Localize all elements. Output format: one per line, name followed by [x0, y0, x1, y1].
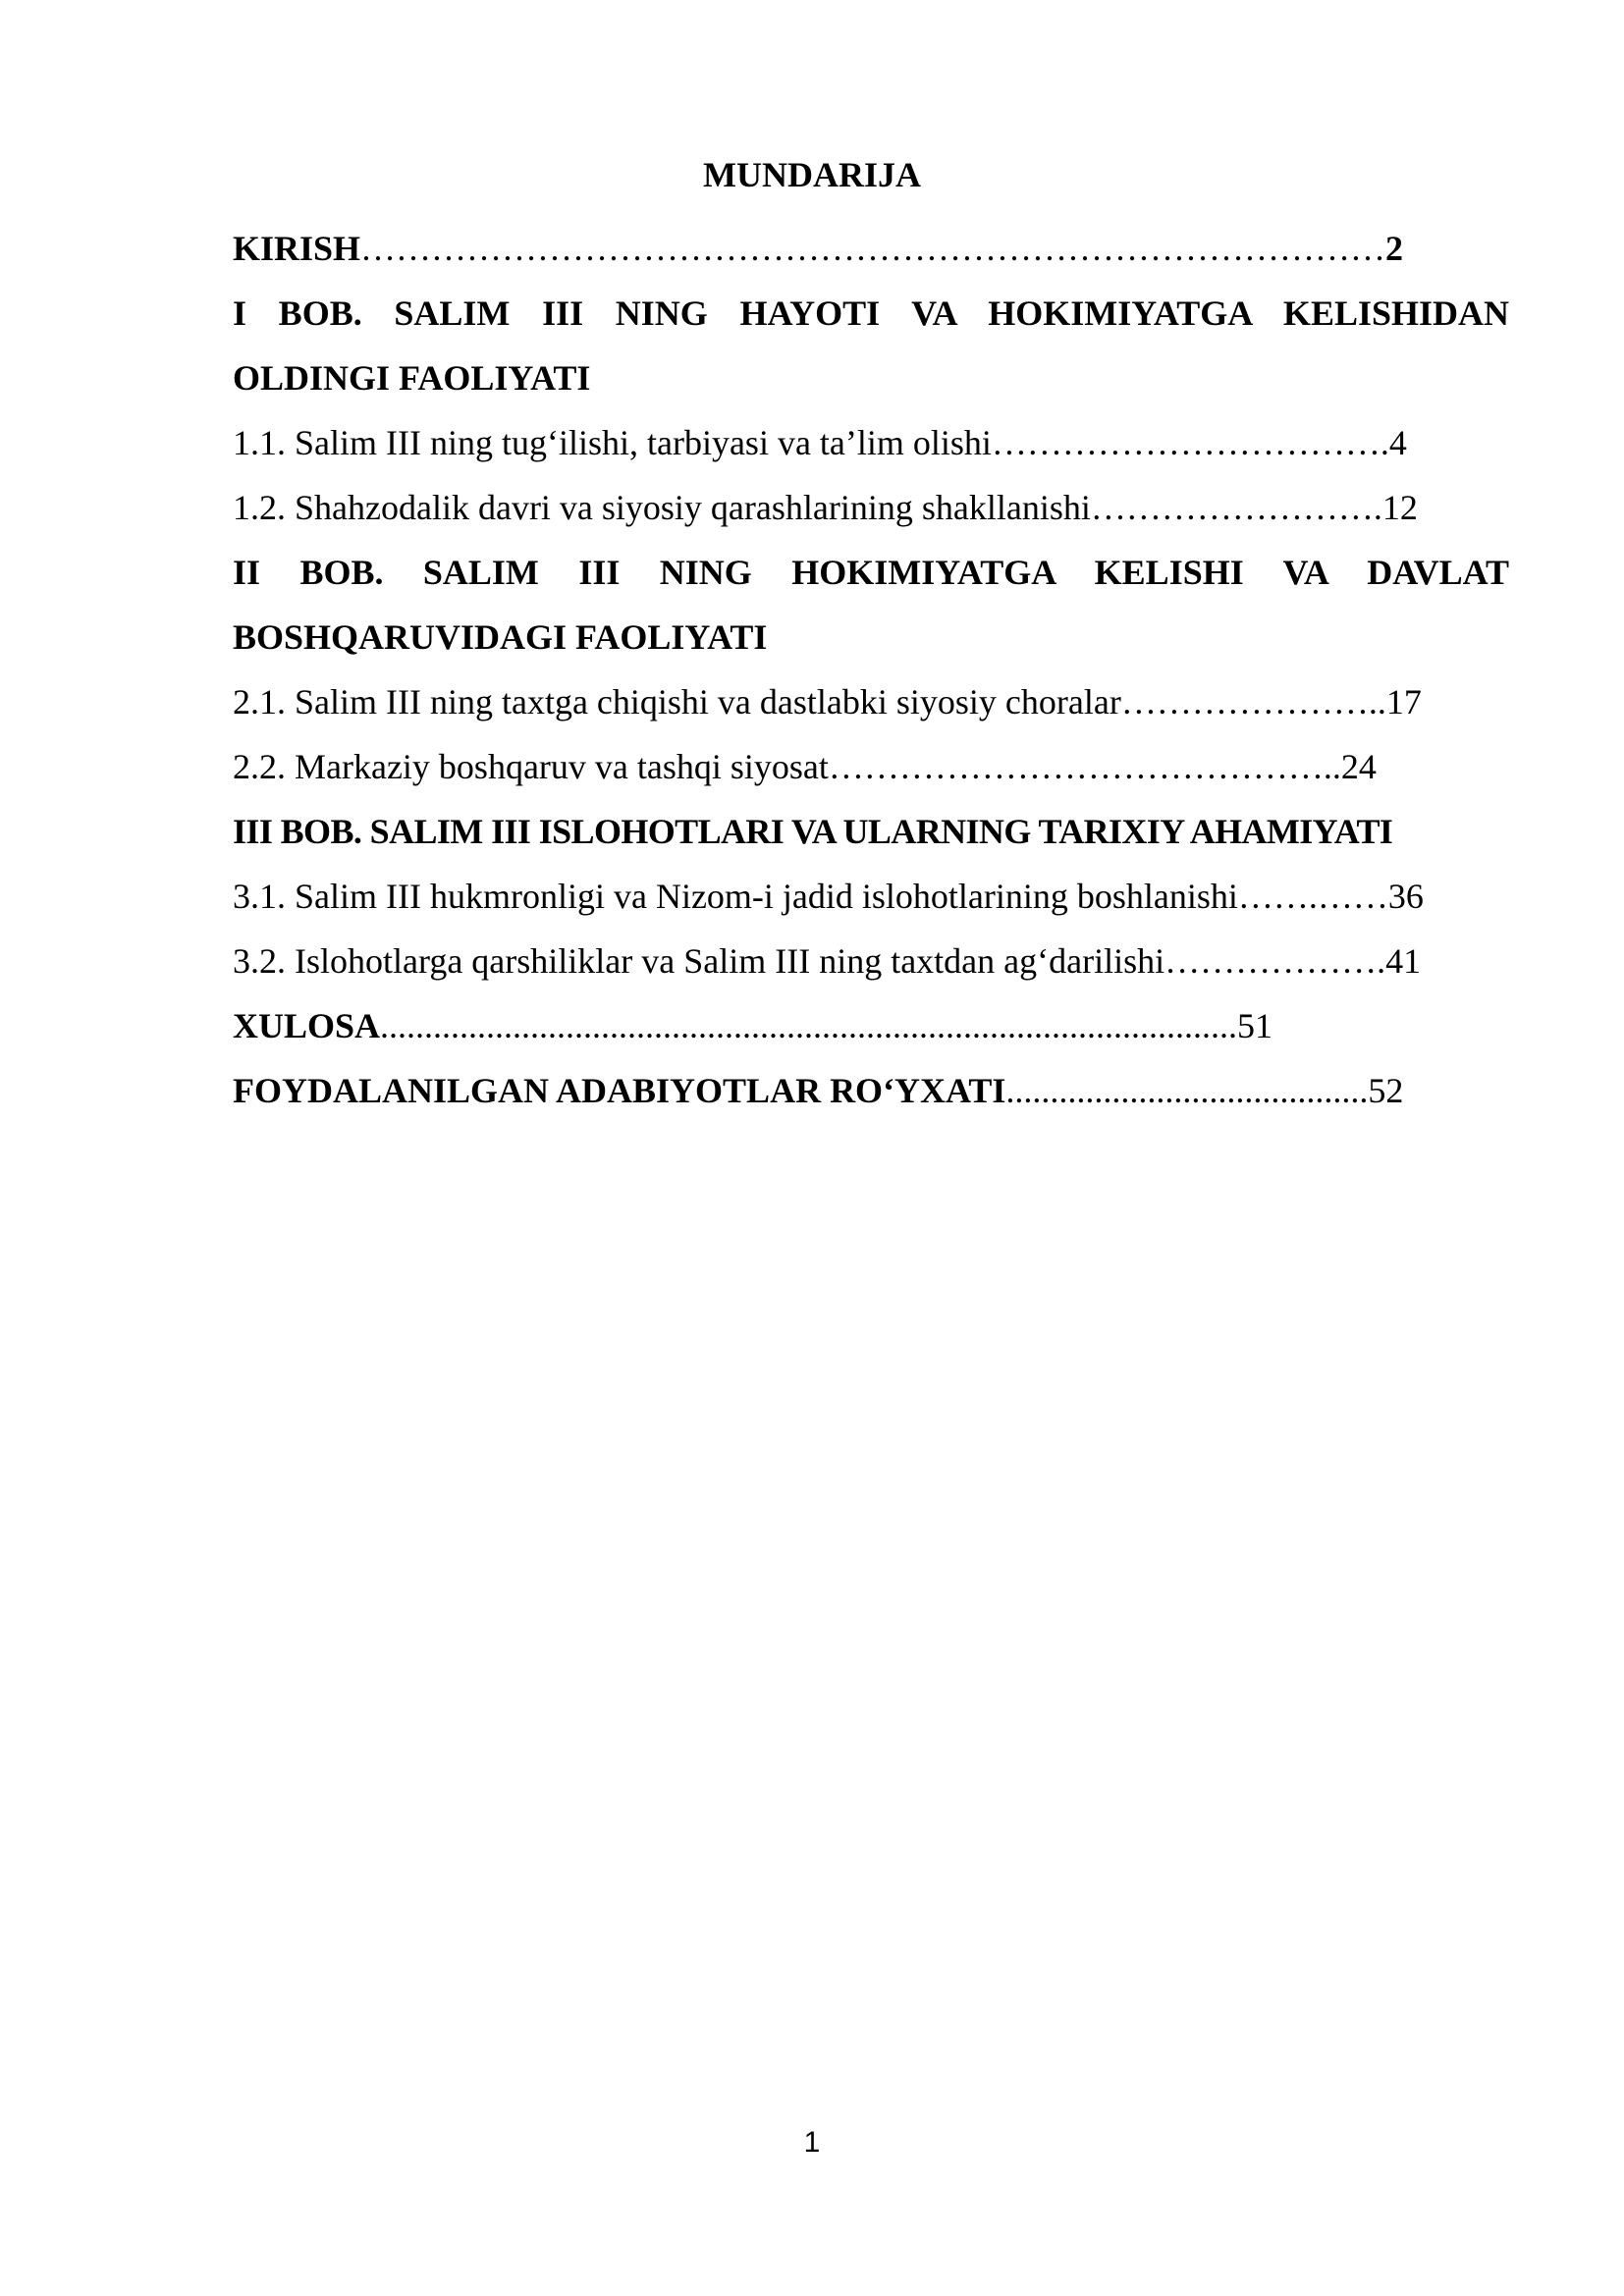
toc-leader-dots: .........................................	[1005, 1071, 1369, 1110]
toc-entry-page: 24	[1340, 747, 1377, 786]
toc-entry-page: 12	[1381, 488, 1418, 527]
toc-entry-1-2[interactable]	[233, 475, 1509, 540]
toc-entry-page: 4	[1388, 423, 1407, 462]
toc-entry-page: 17	[1385, 682, 1422, 721]
toc-entry-label: 3.1. Salim III hukmronligi va Nizom-i jadid islohotlarining boshlanishi	[233, 877, 1238, 916]
toc-entry-adabiyotlar[interactable]	[233, 1058, 1509, 1123]
page-number: 1	[803, 2126, 821, 2159]
toc-entry-page: 41	[1385, 941, 1422, 981]
toc-leader-dots: …………………….	[1090, 488, 1382, 527]
toc-chapter-1[interactable]	[233, 281, 1509, 410]
toc-chapter-line: II BOB. SALIM III NING HOKIMIYATGA KELISHI VA DAVLAT	[233, 553, 1509, 592]
toc-chapter-3[interactable]	[233, 799, 1509, 864]
toc-entry-2-1[interactable]	[233, 669, 1509, 734]
toc-chapter-line: I BOB. SALIM III NING HAYOTI VA HOKIMIYATGA KELISHIDAN	[233, 294, 1509, 333]
toc-entry-label: 2.1. Salim III ning taxtga chiqishi va dastlabki siyosiy choralar	[233, 682, 1121, 721]
toc-entry-page: 2	[1385, 229, 1404, 268]
toc-entry-label: 1.1. Salim III ning tug‘ilishi, tarbiyasi va ta’lim olishi	[233, 423, 992, 462]
toc-entry-label: 2.2. Markaziy boshqaruv va tashqi siyosat	[233, 747, 829, 786]
toc-entry-kirish[interactable]	[233, 216, 1509, 281]
toc-entry-xulosa[interactable]	[233, 993, 1509, 1058]
toc-chapter-line: OLDINGI FAOLIYATI	[233, 358, 591, 398]
toc-entry-3-2[interactable]	[233, 929, 1509, 993]
table-of-contents	[233, 216, 1509, 1123]
toc-entry-page: 52	[1368, 1071, 1404, 1110]
toc-leader-dots: ……………………………………………………………………………	[360, 229, 1386, 268]
toc-leader-dots: …………………..	[1120, 682, 1386, 721]
toc-chapter-line: BOSHQARUVIDAGI FAOLIYATI	[233, 617, 768, 657]
toc-entry-3-1[interactable]	[233, 864, 1509, 929]
toc-entry-page: 51	[1237, 1006, 1273, 1045]
toc-leader-dots: ……………….	[1164, 941, 1386, 981]
toc-entry-label: 3.2. Islohotlarga qarshiliklar va Salim III ning taxtdan ag‘darilishi	[233, 941, 1165, 981]
toc-entry-2-2[interactable]	[233, 734, 1509, 799]
toc-entry-label: 1.2. Shahzodalik davri va siyosiy qarashlarining shakllanishi	[233, 488, 1091, 527]
toc-leader-dots: .................................................................................................	[380, 1006, 1238, 1045]
toc-leader-dots: ……………………………………..	[828, 747, 1341, 786]
toc-chapter-2[interactable]	[233, 540, 1509, 669]
toc-entry-label: FOYDALANILGAN ADABIYOTLAR RO‘YXATI	[233, 1071, 1006, 1110]
toc-entry-label: XULOSA	[233, 1006, 381, 1045]
toc-leader-dots: …………………………….	[991, 423, 1389, 462]
toc-leader-dots: …….……	[1237, 877, 1388, 916]
toc-entry-1-1[interactable]	[233, 410, 1509, 475]
toc-entry-page: 36	[1387, 877, 1424, 916]
toc-entry-label: KIRISH	[233, 229, 361, 268]
toc-title: MUNDARIJA	[703, 155, 921, 194]
toc-chapter-label: III BOB. SALIM III ISLOHOTLARI VA ULARNING TARIXIY AHAMIYATI	[233, 812, 1393, 851]
